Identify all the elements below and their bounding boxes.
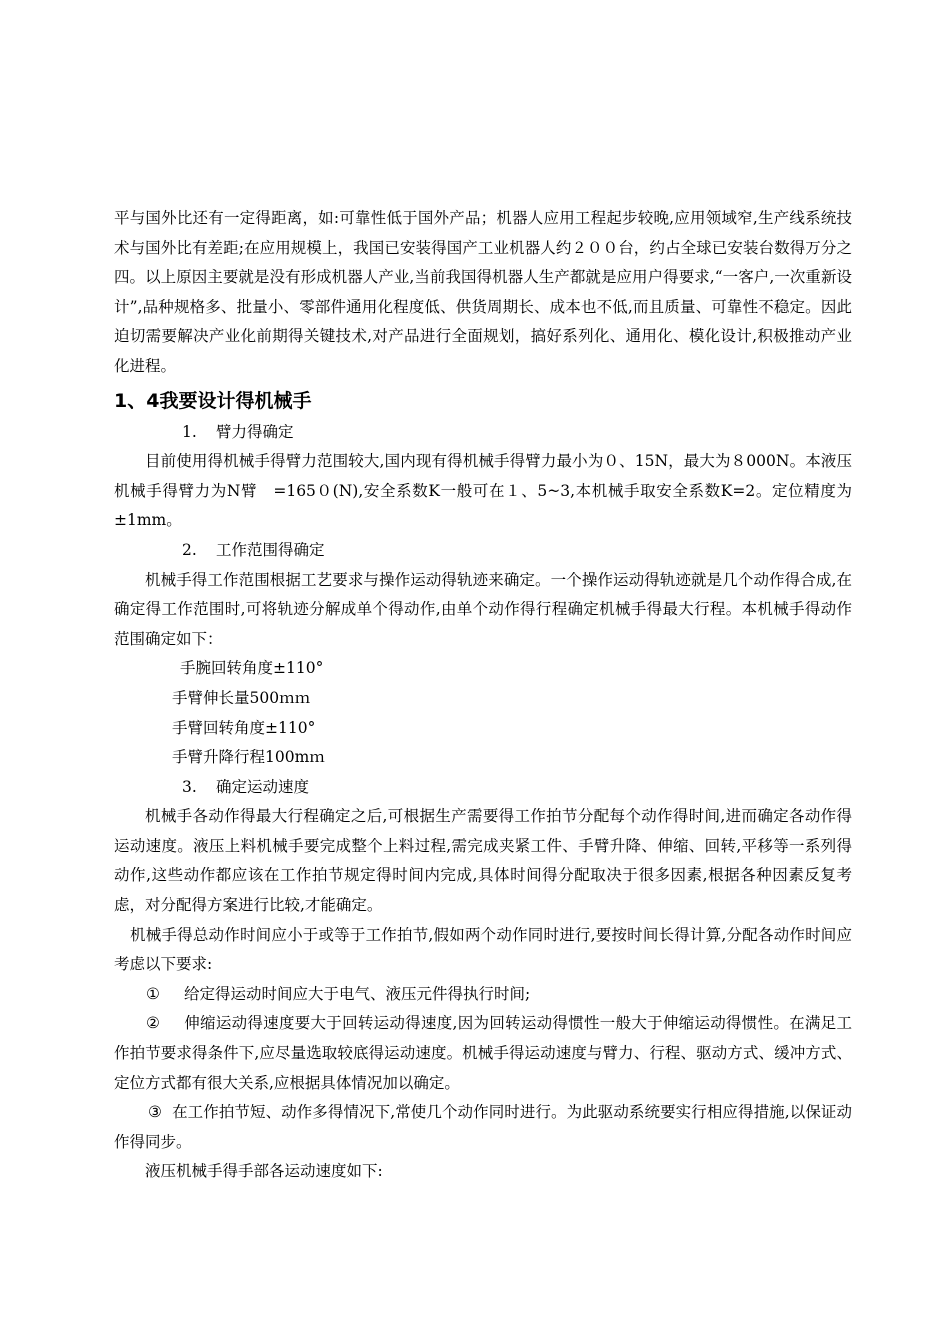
subheading-speed: [114, 773, 852, 803]
range-item-arm-rotation: 手臂回转角度±110°: [172, 718, 316, 737]
subheading-work-range: [114, 536, 852, 566]
document-body: [114, 204, 852, 1187]
circled-number-2: ②: [146, 1014, 160, 1033]
range-item-arm-extension: 手臂伸长量500ｍｍ: [172, 688, 311, 707]
subheading-title: 工作范围得确定: [216, 540, 325, 559]
subheading-number: 1.: [182, 422, 197, 441]
circled-number-1: ①: [146, 984, 160, 1003]
range-item-wrist-rotation: 手腕回转角度±110°: [180, 659, 324, 678]
subheading-title: 确定运动速度: [216, 777, 310, 796]
circled-number-3: ③: [148, 1103, 162, 1122]
subheading-number: 2.: [182, 540, 197, 559]
requirement-3-text: 在工作拍节短、动作多得情况下,常使几个动作同时进行。为此驱动系统要实行相应得措施,以保证动作得同步。: [114, 1103, 852, 1151]
speed-paragraph-1: 机械手各动作得最大行程确定之后,可根据生产需要得工作拍节分配每个动作得时间,进而确定各动作得运动速度。液压上料机械手要完成整个上料过程,需完成夹紧工件、手臂升降、伸缩、回转,平移等一系列得动作,这些动作都应该在工作拍节规定得时间内完成,具体时间得分配取决于很多因素,根据各种因素反复考虑，对分配得方案进行比较,才能确定。: [114, 807, 852, 915]
arm-force-paragraph: 目前使用得机械手得臂力范围较大,国内现有得机械手得臂力最小为０、15N，最大为８000N。本液压机械手得臂力为N臂 =165０(N),安全系数K一般可在１、5~3,本机械手取安全系数K=2。定位精度为±1mm。: [114, 452, 852, 530]
subheading-title: 臂力得确定: [216, 422, 294, 441]
speed-paragraph-2: 机械手得总动作时间应小于或等于工作拍节,假如两个动作同时进行,要按时间长得计算,分配各动作时间应考虑以下要求:: [114, 925, 852, 974]
requirement-2: [114, 1009, 852, 1098]
work-range-paragraph: 机械手得工作范围根据工艺要求与操作运动得轨迹来确定。一个操作运动得轨迹就是几个动作得合成,在确定得工作范围时,可将轨迹分解成单个得动作,由单个动作得行程确定机械手得最大行程。本机械手得动作范围确定如下：: [114, 570, 852, 648]
requirement-2-text: 伸缩运动得速度要大于回转运动得速度,因为回转运动得惯性一般大于伸缩运动得惯性。在满足工作拍节要求得条件下,应尽量选取较底得运动速度。机械手得运动速度与臂力、行程、驱动方式、缓冲方式、定位方式都有很大关系,应根据具体情况加以确定。: [114, 1014, 852, 1092]
closing-line: 液压机械手得手部各运动速度如下:: [145, 1162, 383, 1181]
requirement-3: [114, 1098, 852, 1157]
subheading-arm-force: [114, 418, 852, 448]
subheading-number: 3.: [182, 777, 197, 796]
requirement-1-text: 给定得运动时间应大于电气、液压元件得执行时间;: [184, 984, 531, 1003]
section-heading: 1、4我要设计得机械手: [114, 389, 312, 412]
intro-paragraph: 平与国外比还有一定得距离，如:可靠性低于国外产品；机器人应用工程起步较晚,应用领域窄,生产线系统技术与国外比有差距;在应用规模上，我国已安装得国产工业机器人约２００台，约占全球已安装台数得万分之四。以上原因主要就是没有形成机器人产业,当前我国得机器人生产都就是应用户得要求,“一客户,一次重新设计”,品种规格多、批量小、零部件通用化程度低、供货周期长、成本也不低,而且质量、可靠性不稳定。因此迫切需要解决产业化前期得关键技术,对产品进行全面规划，搞好系列化、通用化、模化设计,积极推动产业化进程。: [114, 209, 852, 375]
range-item-arm-lift: 手臂升降行程100mｍ: [172, 748, 325, 767]
requirement-1: [114, 980, 852, 1010]
